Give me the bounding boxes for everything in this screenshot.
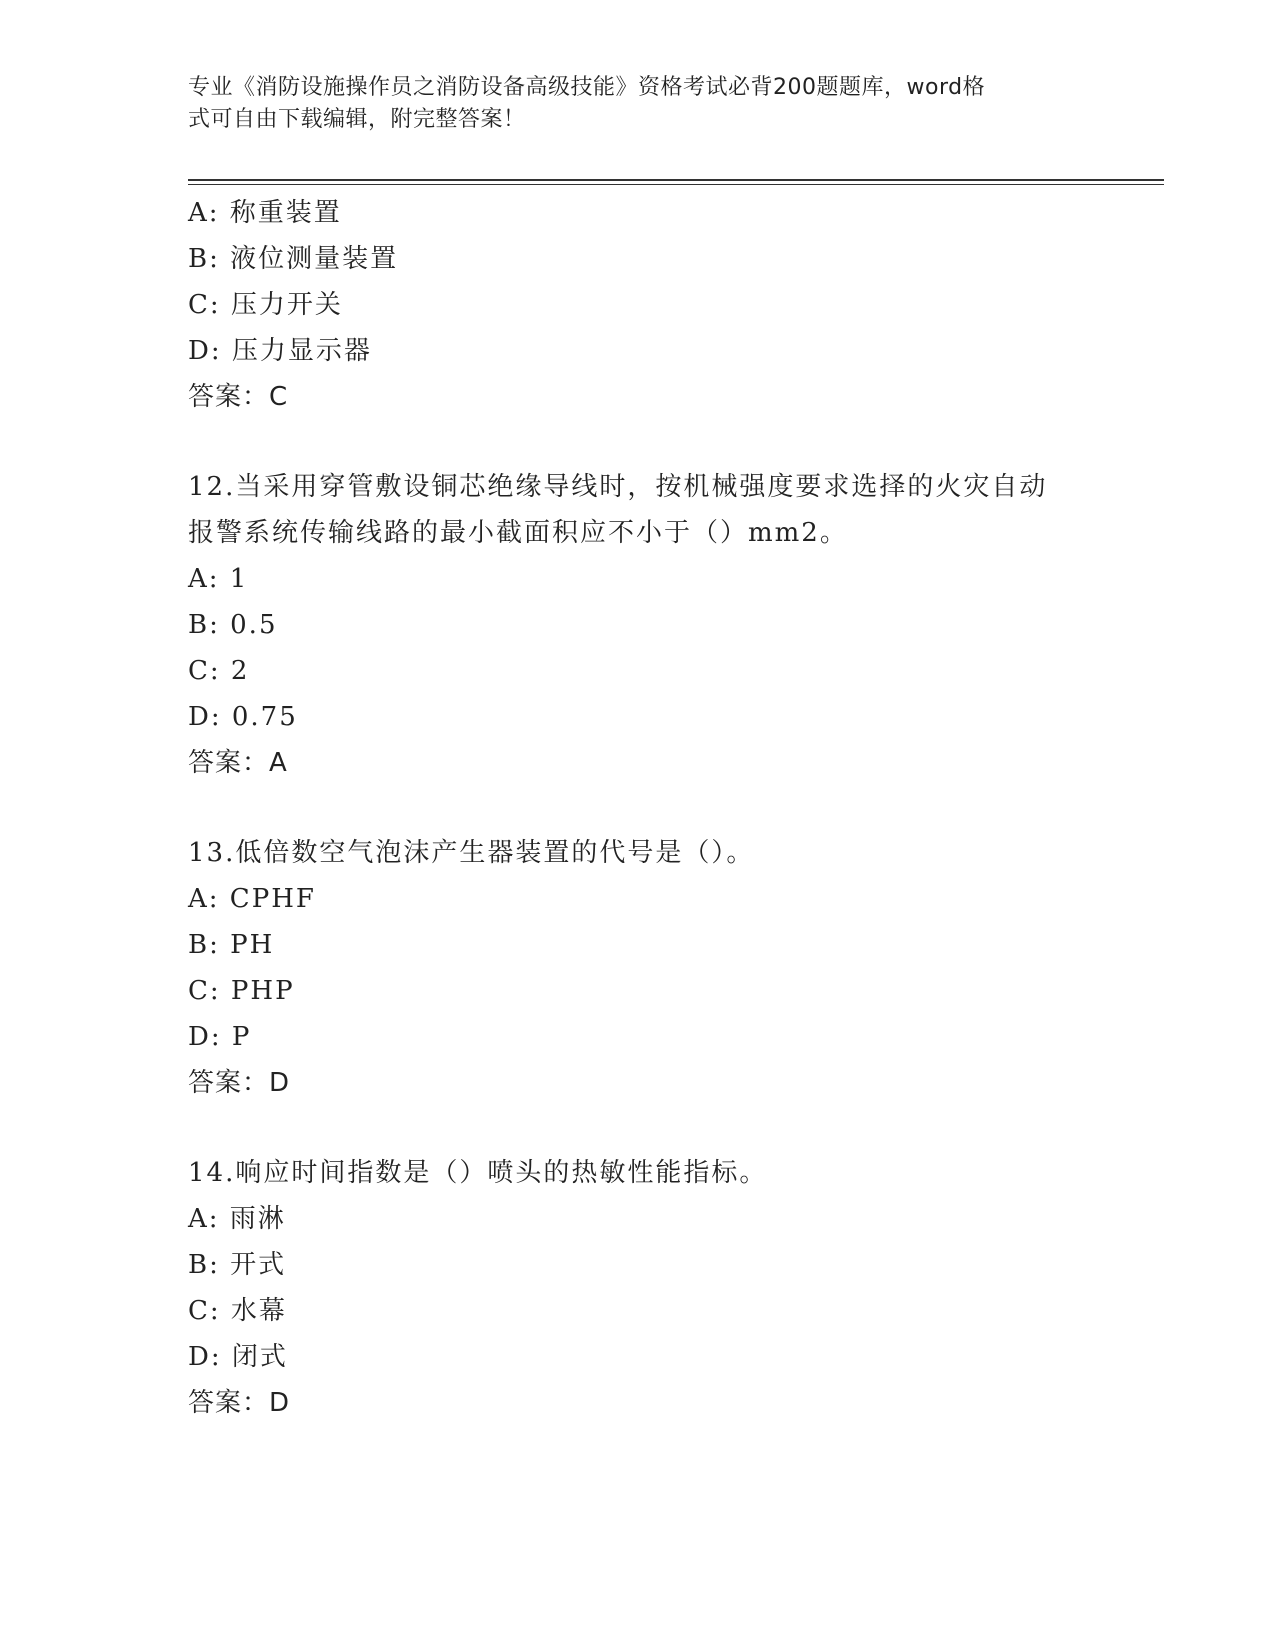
question-block-13 (188, 830, 1148, 1106)
option-c: C: 压力开关 (188, 290, 343, 320)
question-stem-line: 报警系统传输线路的最小截面积应不小于（）mm2。 (188, 518, 848, 548)
option-c: C: 水幕 (188, 1296, 287, 1326)
header-line-2: 式可自由下载编辑，附完整答案！ (188, 107, 526, 132)
prev-question-block (188, 190, 1148, 420)
spacer (188, 786, 1148, 830)
question-stem-line: 14.响应时间指数是（）喷头的热敏性能指标。 (188, 1158, 768, 1188)
option-c: C: PHP (188, 976, 295, 1006)
question-stem (188, 1150, 1148, 1196)
answer-line: 答案：D (188, 1068, 291, 1098)
answer-line: 答案：C (188, 382, 289, 412)
question-stem-line: 13.低倍数空气泡沫产生器装置的代号是（）。 (188, 838, 755, 868)
option-b: B: 开式 (188, 1250, 287, 1280)
option-b: B: PH (188, 930, 275, 960)
question-block-12 (188, 464, 1148, 786)
question-block-14 (188, 1150, 1148, 1426)
question-stem-line: 12.当采用穿管敷设铜芯绝缘导线时，按机械强度要求选择的火灾自动 (188, 472, 1048, 502)
spacer (188, 420, 1148, 464)
answer-line: 答案：D (188, 1388, 291, 1418)
spacer (188, 1106, 1148, 1150)
header-line-1: 专业《消防设施操作员之消防设备高级技能》资格考试必背200题题库，word格 (188, 75, 986, 100)
header-divider (188, 179, 1164, 181)
document-header (188, 72, 1088, 136)
option-d: D: 0.75 (188, 702, 298, 732)
option-a: A: 称重装置 (188, 198, 342, 228)
header-divider-thin (188, 184, 1164, 185)
question-stem (188, 464, 1148, 556)
option-c: C: 2 (188, 656, 250, 686)
option-a: A: 1 (188, 564, 249, 594)
option-d: D: 压力显示器 (188, 336, 372, 366)
option-a: A: 雨淋 (188, 1204, 286, 1234)
question-content (188, 190, 1148, 1426)
answer-line: 答案：A (188, 748, 288, 778)
question-stem (188, 830, 1148, 876)
option-d: D: 闭式 (188, 1342, 288, 1372)
option-d: D: P (188, 1022, 252, 1052)
option-b: B: 0.5 (188, 610, 278, 640)
option-a: A: CPHF (188, 884, 316, 914)
option-b: B: 液位测量装置 (188, 244, 399, 274)
